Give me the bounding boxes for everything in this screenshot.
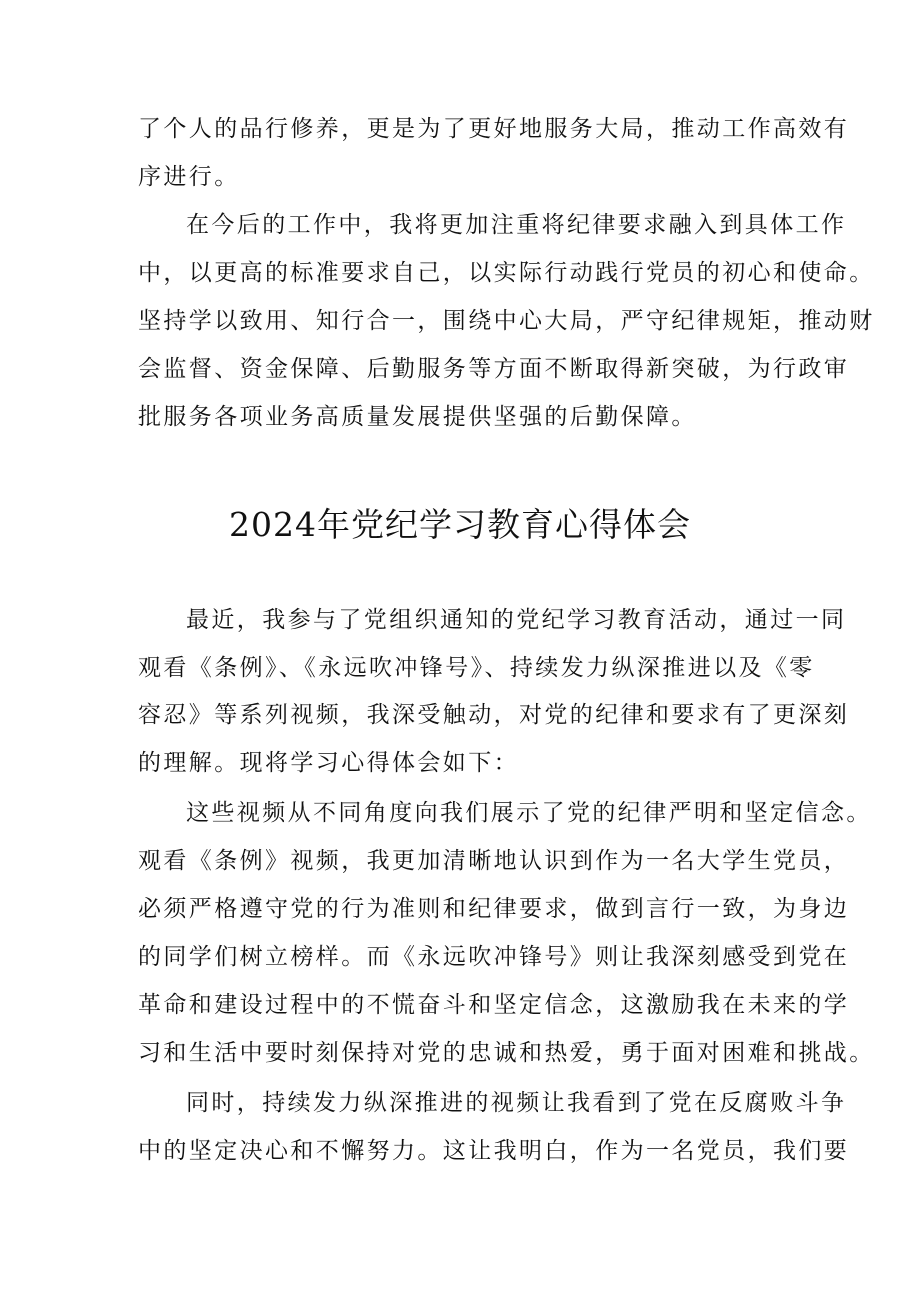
paragraph-1-line-3: 坚持学以致用、知行合一，围绕中心大局，严守纪律规矩，推动财	[138, 308, 875, 334]
paragraph-4-line-2: 中的坚定决心和不懈努力。这让我明白，作为一名党员，我们要	[138, 1138, 850, 1164]
paragraph-1-line-4: 会监督、资金保障、后勤服务等方面不断取得新突破，为行政审	[138, 356, 850, 382]
paragraph-2-line-2: 观看《条例》、《永远吹冲锋号》、持续发力纵深推进以及《零	[138, 655, 815, 681]
paragraph-3-line-5: 革命和建设过程中的不慌奋斗和坚定信念，这激励我在未来的学	[138, 992, 850, 1018]
document-title: 2024年党纪学习教育心得体会	[229, 505, 691, 544]
continued-paragraph-line-1: 了个人的品行修养，更是为了更好地服务大局，推动工作高效有	[138, 116, 850, 142]
paragraph-3-line-4: 的同学们树立榜样。而《永远吹冲锋号》则让我深刻感受到党在	[138, 944, 850, 970]
paragraph-1-line-5: 批服务各项业务高质量发展提供坚强的后勤保障。	[138, 404, 697, 430]
paragraph-1-line-2: 中，以更高的标准要求自己，以实际行动践行党员的初心和使命。	[138, 260, 875, 286]
paragraph-3-line-2: 观看《条例》视频，我更加清晰地认识到作为一名大学生党员，	[138, 848, 850, 874]
paragraph-3-line-3: 必须严格遵守党的行为准则和纪律要求，做到言行一致，为身边	[138, 896, 850, 922]
continued-paragraph-line-2: 序进行。	[138, 164, 240, 190]
paragraph-1-line-1: 在今后的工作中，我将更加注重将纪律要求融入到具体工作	[186, 212, 847, 238]
paragraph-3-line-6: 习和生活中要时刻保持对党的忠诚和热爱，勇于面对困难和挑战。	[138, 1040, 875, 1066]
paragraph-4-line-1: 同时，持续发力纵深推进的视频让我看到了党在反腐败斗争	[186, 1090, 847, 1116]
paragraph-2-line-1: 最近，我参与了党组织通知的党纪学习教育活动，通过一同	[186, 607, 847, 633]
paragraph-2-line-4: 的理解。现将学习心得体会如下：	[138, 750, 519, 776]
paragraph-3-line-1: 这些视频从不同角度向我们展示了党的纪律严明和坚定信念。	[186, 800, 872, 826]
paragraph-2-line-3: 容忍》等系列视频，我深受触动，对党的纪律和要求有了更深刻	[138, 702, 850, 728]
